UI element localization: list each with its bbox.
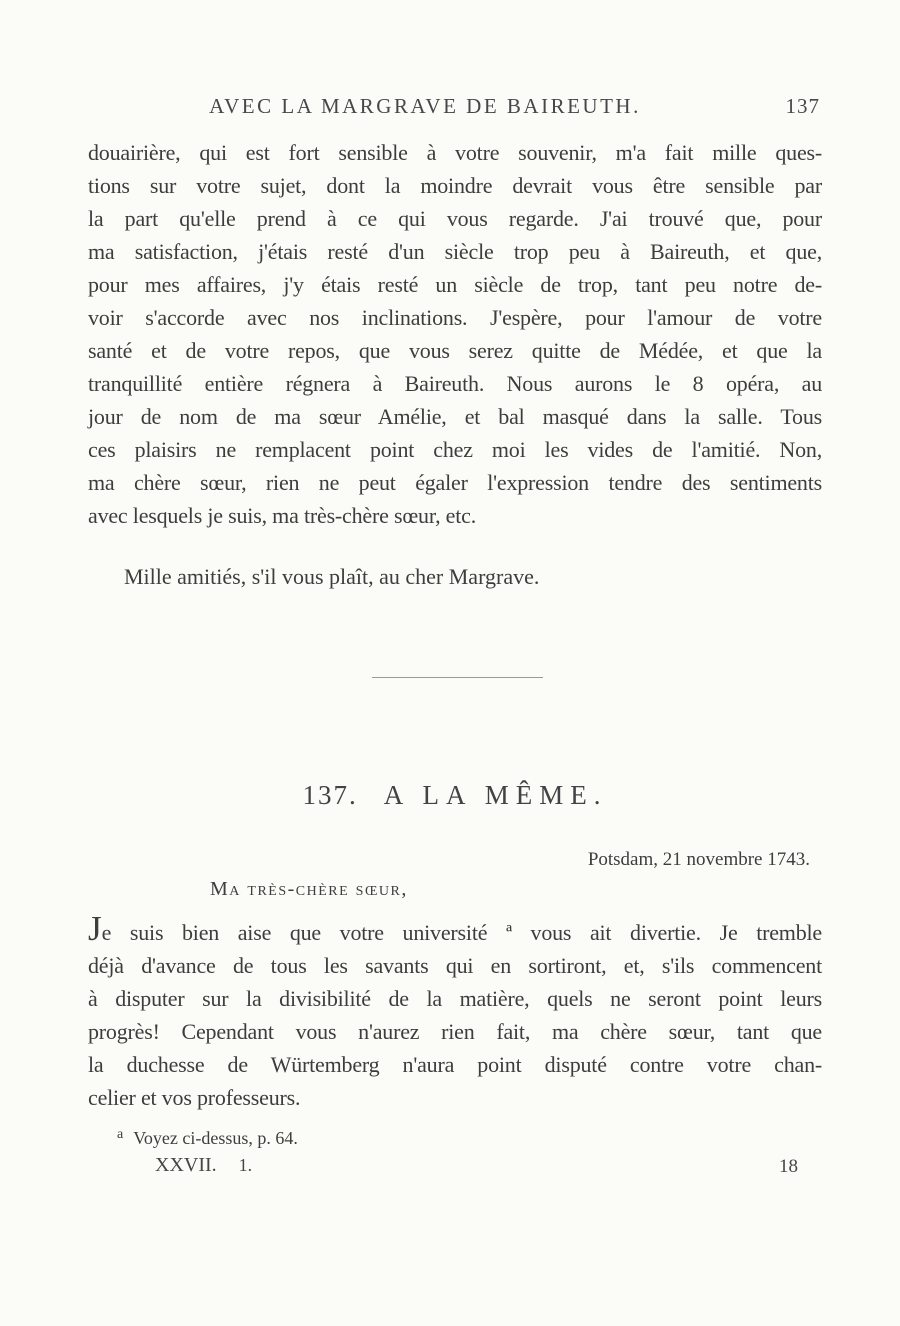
text-line: jour de nom de ma sœur Amélie, et bal masqué dans la salle. Tous xyxy=(88,404,822,429)
footnote-text: Voyez ci-dessus, p. 64. xyxy=(133,1128,298,1148)
text-line: avec lesquels je suis, ma très-chère sœur, etc. xyxy=(88,503,477,528)
text-line: santé et de votre repos, que vous serez quitte de Médée, et que la xyxy=(88,338,822,363)
text-line: la part qu'elle prend à ce qui vous regarde. J'ai trouvé que, pour xyxy=(88,206,822,231)
sheet-number: 18 xyxy=(779,1156,798,1177)
paragraph-letter-previous xyxy=(88,136,822,532)
text-line: tions sur votre sujet, dont la moindre devrait vous être sensible par xyxy=(88,173,822,198)
footnote-marker: a xyxy=(117,1127,124,1142)
running-header xyxy=(88,94,822,122)
text-line: déjà d'avance de tous les savants qui en sortiront, et, s'ils commencent xyxy=(88,953,822,978)
text-line: la duchesse de Würtemberg n'aura point disputé contre votre chan- xyxy=(88,1052,822,1077)
lead-initial: J xyxy=(88,909,102,948)
dateline: Potsdam, 21 novembre 1743. xyxy=(587,849,810,870)
lead-line-rest: e suis bien aise que votre université ª vous ait divertie. Je tremble xyxy=(101,920,822,945)
text-line: douairière, qui est fort sensible à votre souvenir, m'a fait mille ques- xyxy=(88,140,822,165)
signature-line xyxy=(88,1154,822,1177)
text-line: ma satisfaction, j'étais resté d'un siècle trop peu à Baireuth, et que, xyxy=(88,239,822,264)
text-line: pour mes affaires, j'y étais resté un siècle de trop, tant peu notre de- xyxy=(88,272,822,297)
paragraph-letter-137-lines xyxy=(88,949,822,1114)
text-line: tranquillité entière régnera à Baireuth. Nous aurons le 8 opéra, au xyxy=(88,371,822,396)
footnote xyxy=(88,1127,851,1149)
running-header-title: AVEC LA MARGRAVE DE BAIREUTH. xyxy=(209,94,641,118)
salutation: Ma très-chère sœur, xyxy=(210,878,408,900)
text-line: celier et vos professeurs. xyxy=(88,1085,301,1110)
text-line: à disputer sur la divisibilité de la matière, quels ne seront point leurs xyxy=(88,986,822,1011)
text-line: voir s'accorde avec nos inclinations. J'espère, pour l'amour de votre xyxy=(88,305,822,330)
text-line: progrès! Cependant vous n'aurez rien fait, ma chère sœur, tant que xyxy=(88,1019,822,1044)
page-number: 137 xyxy=(785,94,820,118)
volume-mark: XXVII. xyxy=(155,1154,217,1176)
text-line: ma chère sœur, rien ne peut égaler l'expression tendre des sentiments xyxy=(88,470,822,495)
letter-number: 137. xyxy=(302,780,358,810)
letter-heading xyxy=(88,780,822,811)
closing-line: Mille amitiés, s'il vous plaît, au cher Margrave. xyxy=(124,564,540,589)
section-divider-rule xyxy=(372,677,543,678)
text-line-lead xyxy=(88,909,822,949)
tome-mark: 1. xyxy=(238,1155,253,1175)
letter-title: A LA MÊME. xyxy=(383,780,608,810)
paragraph-letter-137 xyxy=(88,909,822,1114)
text-line: ces plaisirs ne remplacent point chez moi les vides de l'amitié. Non, xyxy=(88,437,822,462)
